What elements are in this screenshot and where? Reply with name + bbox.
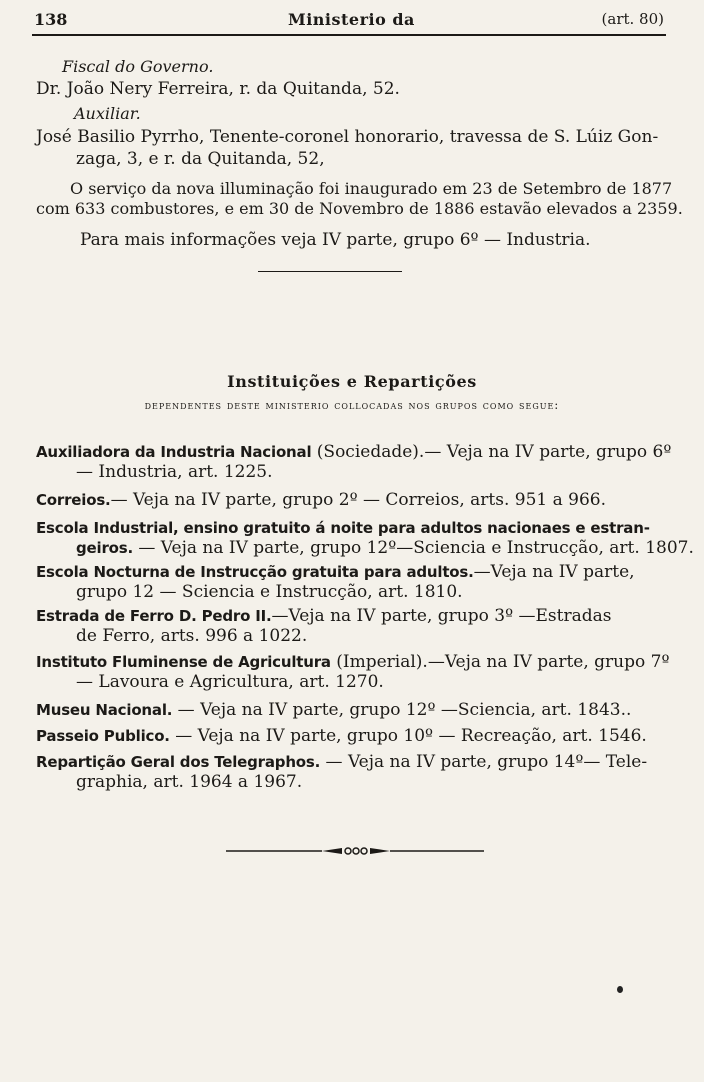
section-title: Instituições e Repartições: [227, 372, 477, 391]
running-title: Ministerio da: [288, 10, 415, 29]
ornament-divider: [226, 844, 484, 858]
entry-name-continued: geiros.: [76, 539, 133, 557]
list-item: [36, 652, 669, 672]
entry-continuation: — Industria, art. 1225.: [76, 462, 273, 482]
entry-name: Escola Industrial, ensino gratuito á noite para adultos nacionaes e estran-: [36, 519, 650, 537]
entry-name: Escola Nocturna de Instrucção gratuita para adultos.: [36, 563, 474, 581]
list-item: [36, 490, 606, 510]
entry-text: — Veja na IV parte, grupo 12º —Sciencia, art. 1843..: [172, 700, 632, 720]
entry-text: — Veja na IV parte, grupo 12º—Sciencia e Instrucção, art. 1807.: [132, 538, 694, 558]
fiscal-name: Dr. João Nery Ferreira, r. da Quitanda, 52.: [36, 79, 400, 99]
entry-text: (Imperial).—Veja na IV parte, grupo 7º: [330, 652, 670, 672]
list-item: [36, 518, 650, 538]
entry-text: — Veja na IV parte, grupo 10º — Recreação, art. 1546.: [169, 726, 647, 746]
list-item: [36, 442, 671, 462]
entry-continuation: graphia, art. 1964 a 1967.: [76, 772, 303, 792]
list-item: [36, 562, 635, 582]
entry-text: —Veja na IV parte,: [473, 562, 635, 582]
entry-text: —Veja na IV parte, grupo 3º —Estradas: [271, 606, 612, 626]
info-line: Para mais informações veja IV parte, grupo 6º — Industria.: [80, 230, 591, 250]
entry-text: (Sociedade).— Veja na IV parte, grupo 6º: [311, 442, 672, 462]
section-divider: [258, 271, 402, 272]
list-item: [36, 752, 647, 772]
entry-name: Museu Nacional.: [36, 701, 173, 719]
entry-text: — Veja na IV parte, grupo 14º— Tele-: [320, 752, 648, 772]
list-item: [36, 606, 611, 626]
header-rule: [32, 34, 666, 36]
auxiliar-line-2: zaga, 3, e r. da Quitanda, 52,: [76, 149, 325, 169]
entry-continuation: grupo 12 — Sciencia e Instrucção, art. 1810.: [76, 582, 463, 602]
entry-continuation: [76, 538, 694, 558]
entry-name: Auxiliadora da Industria Nacional: [36, 443, 312, 461]
entry-text: — Veja na IV parte, grupo 2º — Correios, arts. 951 a 966.: [110, 490, 607, 510]
entry-continuation: de Ferro, arts. 996 a 1022.: [76, 626, 308, 646]
entry-name: Correios.: [36, 491, 111, 509]
entry-continuation: — Lavoura e Agricultura, art. 1270.: [76, 672, 384, 692]
entry-name: Estrada de Ferro D. Pedro II.: [36, 607, 272, 625]
entry-name: Repartição Geral dos Telegraphos.: [36, 753, 321, 771]
list-item: [36, 726, 647, 746]
section-subtitle: dependentes deste ministerio collocadas nos grupos como segue:: [144, 398, 560, 412]
page-header: [32, 6, 672, 32]
service-line-2: com 633 combustores, e em 30 de Novembro de 1886 estavão elevados a 2359.: [36, 199, 683, 218]
role-auxiliar-title: Auxiliar.: [74, 104, 141, 123]
ink-speck: [617, 986, 623, 993]
entry-name: Passeio Publico.: [36, 727, 170, 745]
role-fiscal-title: Fiscal do Governo.: [62, 57, 214, 76]
article-reference: (art. 80): [601, 10, 664, 28]
list-item: [36, 700, 631, 720]
service-line-1: O serviço da nova illuminação foi inaugurado em 23 de Setembro de 1877: [70, 179, 673, 198]
entry-name: Instituto Fluminense de Agricultura: [36, 653, 331, 671]
auxiliar-line-1: José Basilio Pyrrho, Tenente-coronel honorario, travessa de S. Lúiz Gon-: [36, 127, 659, 147]
page-number: 138: [34, 10, 68, 29]
